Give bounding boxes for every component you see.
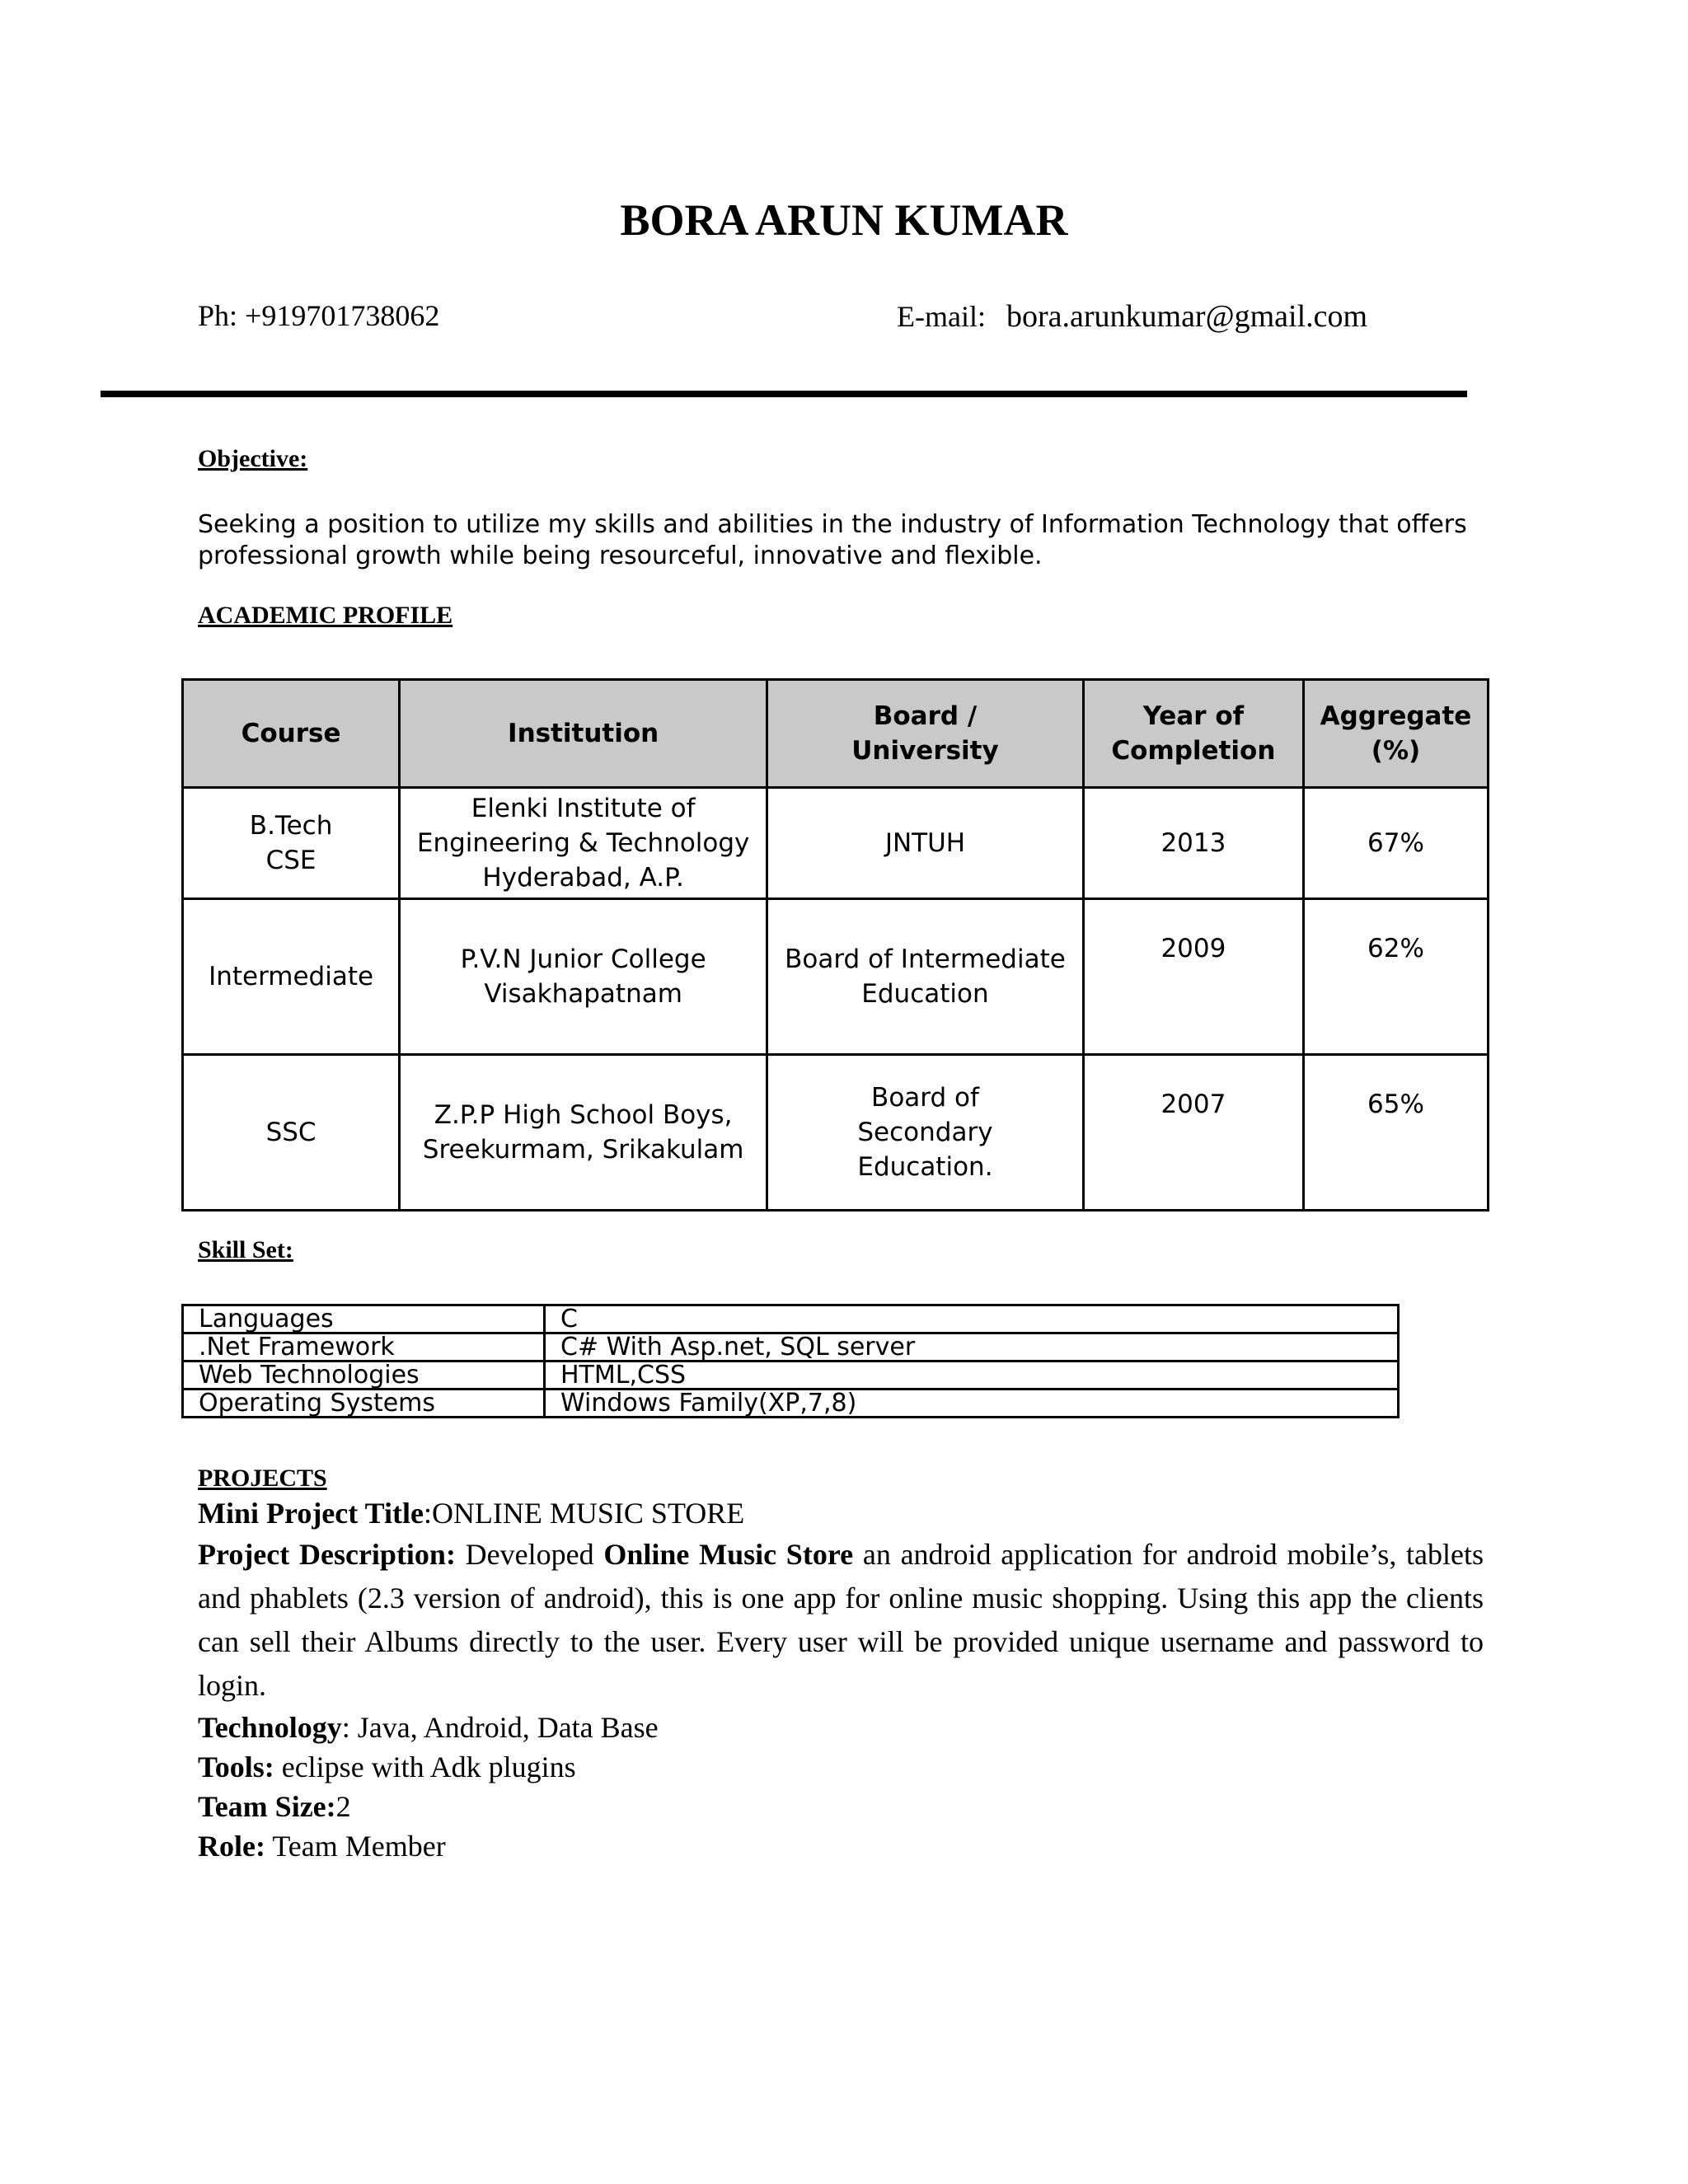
tools-value: eclipse with Adk plugins <box>274 1750 576 1783</box>
project-name-bold: Online Music Store <box>603 1538 854 1571</box>
role-row <box>198 1826 1484 1866</box>
institution-cell: Z.P.P High School Boys, Sreekurmam, Srikakulam <box>400 1055 767 1211</box>
role-value: Team Member <box>265 1830 446 1863</box>
team-size-label: Team Size: <box>198 1790 336 1823</box>
header-year: Year of Completion <box>1083 680 1303 788</box>
mini-project-title-label: Mini Project Title <box>198 1497 424 1530</box>
team-size-value: 2 <box>335 1790 351 1823</box>
objective-text: Seeking a position to utilize my skills and abilities in the industry of Information Technology that offers professional growth while being resourceful, innovative and flexible. <box>198 510 1467 570</box>
institution-cell: P.V.N Junior College Visakhapatnam <box>400 899 767 1055</box>
description-text: Developed <box>455 1538 604 1571</box>
skill-category: Operating Systems <box>183 1390 545 1418</box>
header-board: Board / University <box>767 680 1084 788</box>
project-description <box>198 1533 1484 1708</box>
skill-category: .Net Framework <box>183 1333 545 1361</box>
academic-header-row <box>183 680 1489 788</box>
project-description-label: Project Description: <box>198 1538 456 1571</box>
tools-row <box>198 1747 1484 1787</box>
table-row <box>183 1305 1399 1333</box>
course-cell: B.Tech CSE <box>183 788 400 899</box>
email-label: E-mail: <box>897 300 986 333</box>
header-institution: Institution <box>400 680 767 788</box>
technology-row <box>198 1708 1484 1747</box>
skill-value: HTML,CSS <box>545 1361 1399 1390</box>
aggregate-cell: 62% <box>1303 899 1488 1055</box>
email-line <box>897 298 1367 335</box>
board-cell: Board of Intermediate Education <box>767 899 1084 1055</box>
aggregate-cell: 67% <box>1303 788 1488 899</box>
email-address: bora.arunkumar@gmail.com <box>1006 299 1368 334</box>
projects-section <box>198 1493 1484 1866</box>
table-row <box>183 899 1489 1055</box>
header-course: Course <box>183 680 400 788</box>
year-cell: 2009 <box>1083 899 1303 1055</box>
team-size-row <box>198 1787 1484 1826</box>
skill-value: C <box>545 1305 1399 1333</box>
mini-project-title-row <box>198 1493 1484 1533</box>
technology-value: : Java, Android, Data Base <box>341 1711 659 1744</box>
skill-category: Web Technologies <box>183 1361 545 1390</box>
header-divider <box>101 391 1467 397</box>
skills-table <box>181 1304 1400 1418</box>
technology-label: Technology <box>198 1711 342 1744</box>
skill-category: Languages <box>183 1305 545 1333</box>
tools-label: Tools: <box>198 1750 274 1783</box>
projects-heading: PROJECTS <box>198 1465 327 1492</box>
academic-table <box>181 678 1489 1212</box>
year-cell: 2013 <box>1083 788 1303 899</box>
candidate-name: BORA ARUN KUMAR <box>620 195 1068 245</box>
institution-cell: Elenki Institute of Engineering & Technology Hyderabad, A.P. <box>400 788 767 899</box>
table-row <box>183 1333 1399 1361</box>
year-cell: 2007 <box>1083 1055 1303 1211</box>
mini-project-title-value: :ONLINE MUSIC STORE <box>423 1497 745 1530</box>
academic-profile-heading: ACADEMIC PROFILE <box>198 602 453 629</box>
objective-heading: Objective: <box>198 445 308 472</box>
board-cell: Board of Secondary Education. <box>767 1055 1084 1211</box>
table-row <box>183 1055 1489 1211</box>
phone-number: Ph: +919701738062 <box>198 299 440 332</box>
board-cell: JNTUH <box>767 788 1084 899</box>
course-cell: Intermediate <box>183 899 400 1055</box>
header-aggregate: Aggregate (%) <box>1303 680 1488 788</box>
table-row <box>183 1390 1399 1418</box>
skill-value: Windows Family(XP,7,8) <box>545 1390 1399 1418</box>
skill-value: C# With Asp.net, SQL server <box>545 1333 1399 1361</box>
course-cell: SSC <box>183 1055 400 1211</box>
table-row <box>183 1361 1399 1390</box>
table-row <box>183 788 1489 899</box>
role-label: Role: <box>198 1830 265 1863</box>
skill-set-heading: Skill Set: <box>198 1236 293 1263</box>
description-text: an android application for android mobile’s, tablets and phablets (2.3 version of android), this is one app for online music shopping. Using this app the clients can sell their Albums directly to the user. Every user will be provided unique username and password to login. <box>198 1538 1484 1702</box>
aggregate-cell: 65% <box>1303 1055 1488 1211</box>
